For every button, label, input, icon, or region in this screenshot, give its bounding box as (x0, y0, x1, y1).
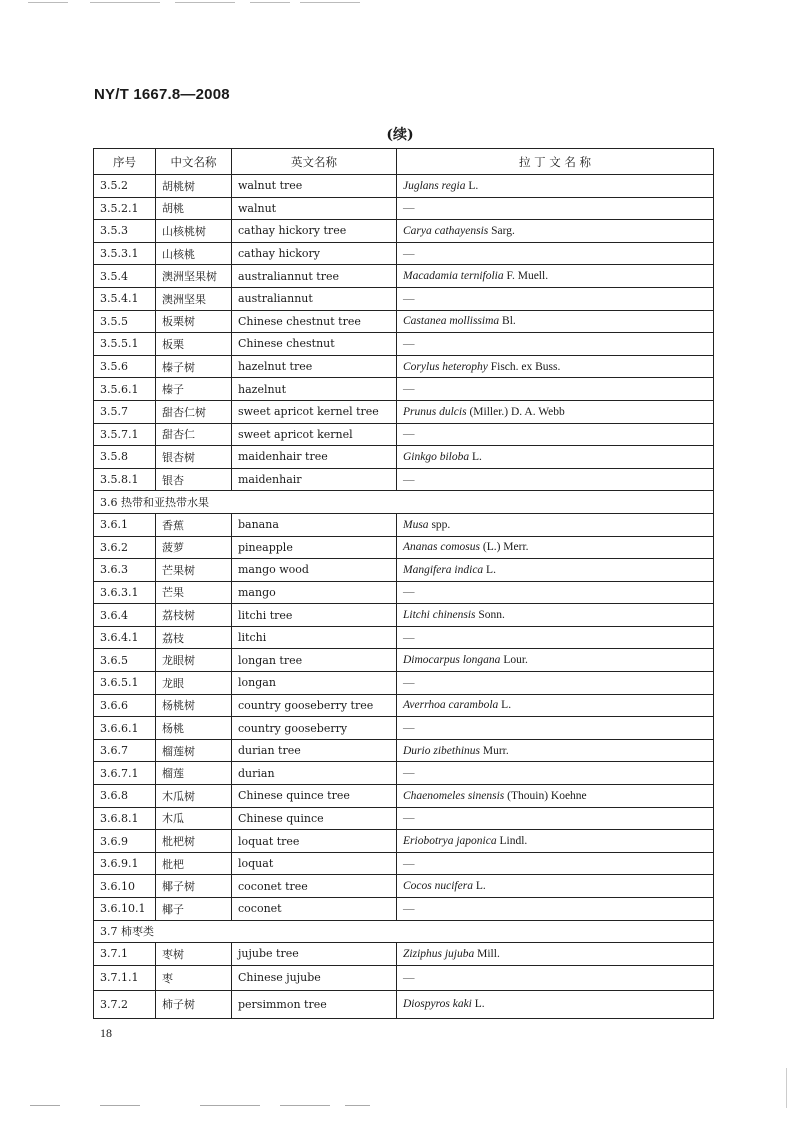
cell-english-name: hazelnut (232, 378, 397, 401)
cell-number: 3.5.2 (94, 175, 156, 198)
latin-authority: (L.) Merr. (480, 541, 529, 554)
col-header-latin-name: 拉 丁 文 名 称 (397, 149, 714, 175)
cell-latin-name (397, 581, 714, 604)
cell-number: 3.6.9.1 (94, 852, 156, 875)
cell-latin-name (397, 468, 714, 491)
latin-genus-species: Carya cathayensis (403, 224, 489, 237)
cell-latin-name (397, 672, 714, 695)
cell-chinese-name: 木瓜树 (156, 785, 232, 808)
cell-english-name: banana (232, 513, 397, 536)
cell-number: 3.6.1 (94, 513, 156, 536)
cell-number: 3.6.10.1 (94, 898, 156, 921)
cell-number: 3.6.7.1 (94, 762, 156, 785)
latin-genus-species: Durio zibethinus (403, 744, 480, 757)
latin-authority: Fisch. ex Buss. (487, 360, 561, 373)
scan-edge-line (786, 1068, 787, 1108)
latin-authority: Murr. (480, 744, 509, 757)
col-header-number: 序号 (94, 149, 156, 175)
table-row (94, 785, 714, 808)
latin-genus-species: Corylus heterophy (403, 360, 488, 373)
latin-authority: — (403, 383, 415, 396)
latin-authority: — (403, 722, 415, 735)
table-row (94, 355, 714, 378)
latin-authority: L. (471, 998, 485, 1011)
table-header-row (94, 149, 714, 175)
cell-chinese-name: 枇杷树 (156, 830, 232, 853)
cell-english-name: litchi tree (232, 604, 397, 627)
latin-genus-species: Ananas comosus (403, 541, 480, 554)
latin-genus-species: Dimocarpus longana (403, 654, 501, 667)
cell-english-name: walnut (232, 197, 397, 220)
table-row (94, 581, 714, 604)
latin-genus-species: Litchi chinensis (403, 609, 476, 622)
table-row (94, 287, 714, 310)
cell-chinese-name: 板栗树 (156, 310, 232, 333)
cell-english-name: cathay hickory tree (232, 220, 397, 243)
table-row (94, 175, 714, 198)
latin-genus-species: Musa (403, 518, 429, 531)
cell-number: 3.6.4.1 (94, 626, 156, 649)
cell-chinese-name: 甜杏仁 (156, 423, 232, 446)
cell-chinese-name: 榛子 (156, 378, 232, 401)
standard-code: NY/T 1667.8—2008 (94, 86, 230, 103)
cell-number: 3.7.2 (94, 990, 156, 1018)
cell-latin-name (397, 626, 714, 649)
cell-number: 3.5.6 (94, 355, 156, 378)
cell-latin-name (397, 965, 714, 990)
cell-latin-name (397, 378, 714, 401)
cell-chinese-name: 龙眼 (156, 672, 232, 695)
latin-genus-species: Chaenomeles sinensis (403, 789, 505, 802)
cell-number: 3.5.2.1 (94, 197, 156, 220)
cell-number: 3.6.6 (94, 694, 156, 717)
cell-latin-name (397, 649, 714, 672)
latin-authority: F. Muell. (503, 270, 549, 283)
latin-authority: (Miller.) D. A. Webb (466, 405, 565, 418)
latin-genus-species: Averrhoa carambola (403, 699, 499, 712)
latin-authority: Sarg. (488, 224, 515, 237)
cell-latin-name (397, 785, 714, 808)
cell-latin-name (397, 287, 714, 310)
cell-english-name: litchi (232, 626, 397, 649)
cell-english-name: australiannut (232, 287, 397, 310)
cell-english-name: sweet apricot kernel (232, 423, 397, 446)
cell-chinese-name: 银杏树 (156, 446, 232, 469)
latin-authority: — (403, 202, 415, 215)
cell-latin-name (397, 310, 714, 333)
table-row (94, 694, 714, 717)
table-row (94, 807, 714, 830)
cell-chinese-name: 榴莲树 (156, 739, 232, 762)
latin-authority: — (403, 676, 415, 689)
section-heading: 3.7 柿枣类 (94, 920, 714, 943)
section-heading: 3.6 热带和亚热带水果 (94, 491, 714, 514)
cell-english-name: coconet tree (232, 875, 397, 898)
table-row (94, 717, 714, 740)
table-row (94, 468, 714, 491)
cell-english-name: mango (232, 581, 397, 604)
cell-english-name: hazelnut tree (232, 355, 397, 378)
cell-latin-name (397, 943, 714, 966)
cell-chinese-name: 甜杏仁树 (156, 400, 232, 423)
cell-latin-name (397, 197, 714, 220)
cell-english-name: Chinese chestnut (232, 333, 397, 356)
cell-english-name: pineapple (232, 536, 397, 559)
cell-chinese-name: 板栗 (156, 333, 232, 356)
table-row (94, 852, 714, 875)
cell-latin-name (397, 990, 714, 1018)
latin-genus-species: Ginkgo biloba (403, 450, 470, 463)
cell-number: 3.6.4 (94, 604, 156, 627)
cell-english-name: coconet (232, 898, 397, 921)
cell-number: 3.6.9 (94, 830, 156, 853)
latin-authority: L. (498, 699, 512, 712)
cell-latin-name (397, 446, 714, 469)
latin-genus-species: Cocos nucifera (403, 880, 473, 893)
cell-latin-name (397, 694, 714, 717)
table-row (94, 265, 714, 288)
cell-chinese-name: 澳洲坚果树 (156, 265, 232, 288)
top-scan-marks (0, 0, 800, 6)
cell-chinese-name: 芒果树 (156, 559, 232, 582)
cell-number: 3.5.7.1 (94, 423, 156, 446)
cell-latin-name (397, 717, 714, 740)
table-row (94, 875, 714, 898)
latin-genus-species: Prunus dulcis (403, 405, 467, 418)
cell-number: 3.5.7 (94, 400, 156, 423)
cell-chinese-name: 菠萝 (156, 536, 232, 559)
latin-authority: — (403, 812, 415, 825)
latin-authority: — (403, 473, 415, 486)
table-row (94, 739, 714, 762)
table-row (94, 830, 714, 853)
cell-latin-name (397, 852, 714, 875)
cell-english-name: loquat (232, 852, 397, 875)
cell-english-name: Chinese chestnut tree (232, 310, 397, 333)
cell-chinese-name: 胡桃树 (156, 175, 232, 198)
cell-chinese-name: 杨桃树 (156, 694, 232, 717)
table-row (94, 446, 714, 469)
table-row (94, 672, 714, 695)
cell-english-name: jujube tree (232, 943, 397, 966)
cell-english-name: maidenhair (232, 468, 397, 491)
table-row (94, 559, 714, 582)
cell-number: 3.5.4 (94, 265, 156, 288)
cell-latin-name (397, 220, 714, 243)
cell-english-name: Chinese quince (232, 807, 397, 830)
cell-latin-name (397, 830, 714, 853)
latin-authority: — (403, 971, 415, 984)
latin-genus-species: Castanea mollissima (403, 315, 500, 328)
cell-number: 3.5.5 (94, 310, 156, 333)
table-row (94, 220, 714, 243)
cell-chinese-name: 香蕉 (156, 513, 232, 536)
cell-number: 3.6.10 (94, 875, 156, 898)
table-body (94, 175, 714, 1019)
cell-english-name: sweet apricot kernel tree (232, 400, 397, 423)
latin-authority: — (403, 337, 415, 350)
table-row (94, 400, 714, 423)
cell-latin-name (397, 355, 714, 378)
cell-english-name: maidenhair tree (232, 446, 397, 469)
cell-latin-name (397, 898, 714, 921)
table-row (94, 513, 714, 536)
table-row (94, 242, 714, 265)
cell-chinese-name: 胡桃 (156, 197, 232, 220)
cell-latin-name (397, 513, 714, 536)
latin-authority: (Thouin) Koehne (504, 789, 587, 802)
cell-latin-name (397, 265, 714, 288)
cell-number: 3.6.7 (94, 739, 156, 762)
cell-chinese-name: 山核桃 (156, 242, 232, 265)
cell-latin-name (397, 175, 714, 198)
cell-latin-name (397, 333, 714, 356)
latin-authority: L. (469, 450, 482, 463)
cell-chinese-name: 山核桃树 (156, 220, 232, 243)
section-row (94, 491, 714, 514)
cell-chinese-name: 芒果 (156, 581, 232, 604)
table-row (94, 898, 714, 921)
cell-chinese-name: 枇杷 (156, 852, 232, 875)
cell-number: 3.6.8.1 (94, 807, 156, 830)
cell-chinese-name: 榴莲 (156, 762, 232, 785)
col-header-english-name: 英文名称 (232, 149, 397, 175)
cell-number: 3.5.3.1 (94, 242, 156, 265)
cell-chinese-name: 杨桃 (156, 717, 232, 740)
table-row (94, 378, 714, 401)
table-row (94, 626, 714, 649)
cell-english-name: longan (232, 672, 397, 695)
table-row (94, 762, 714, 785)
latin-authority: — (403, 767, 415, 780)
cell-chinese-name: 龙眼树 (156, 649, 232, 672)
cell-number: 3.5.3 (94, 220, 156, 243)
cell-chinese-name: 银杏 (156, 468, 232, 491)
latin-genus-species: Eriobotrya japonica (403, 835, 497, 848)
cell-latin-name (397, 807, 714, 830)
latin-authority: — (403, 902, 415, 915)
continued-label: (续) (386, 127, 414, 143)
cell-chinese-name: 柿子树 (156, 990, 232, 1018)
cell-number: 3.5.8 (94, 446, 156, 469)
latin-authority: Lindl. (496, 835, 528, 848)
table-row (94, 965, 714, 990)
cell-number: 3.7.1 (94, 943, 156, 966)
cell-latin-name (397, 242, 714, 265)
latin-authority: — (403, 586, 415, 599)
latin-genus-species: Macadamia ternifolia (403, 270, 504, 283)
latin-authority: Sonn. (475, 609, 505, 622)
cell-number: 3.5.6.1 (94, 378, 156, 401)
cell-chinese-name: 澳洲坚果 (156, 287, 232, 310)
latin-authority: Bl. (499, 315, 516, 328)
cell-latin-name (397, 559, 714, 582)
cell-chinese-name: 椰子树 (156, 875, 232, 898)
page-number: 18 (100, 1026, 112, 1040)
cell-english-name: persimmon tree (232, 990, 397, 1018)
table-row (94, 197, 714, 220)
cell-number: 3.5.5.1 (94, 333, 156, 356)
col-header-chinese-name: 中文名称 (156, 149, 232, 175)
table-row (94, 649, 714, 672)
latin-authority: — (403, 247, 415, 260)
cell-chinese-name: 枣 (156, 965, 232, 990)
cell-english-name: longan tree (232, 649, 397, 672)
cell-number: 3.6.5.1 (94, 672, 156, 695)
cell-number: 3.6.3 (94, 559, 156, 582)
cell-number: 3.6.3.1 (94, 581, 156, 604)
cell-english-name: loquat tree (232, 830, 397, 853)
cell-english-name: cathay hickory (232, 242, 397, 265)
cell-number: 3.6.8 (94, 785, 156, 808)
cell-latin-name (397, 762, 714, 785)
cell-number: 3.5.8.1 (94, 468, 156, 491)
cell-english-name: Chinese jujube (232, 965, 397, 990)
cell-english-name: walnut tree (232, 175, 397, 198)
cell-latin-name (397, 400, 714, 423)
cell-english-name: mango wood (232, 559, 397, 582)
cell-chinese-name: 木瓜 (156, 807, 232, 830)
cell-latin-name (397, 739, 714, 762)
cell-chinese-name: 椰子 (156, 898, 232, 921)
cell-latin-name (397, 875, 714, 898)
table-row (94, 536, 714, 559)
bottom-scan-marks (0, 1105, 800, 1111)
latin-genus-species: Diospyros kaki (403, 998, 472, 1011)
cell-chinese-name: 枣树 (156, 943, 232, 966)
table-row (94, 423, 714, 446)
table-row (94, 604, 714, 627)
cell-chinese-name: 荔枝树 (156, 604, 232, 627)
latin-authority: — (403, 857, 415, 870)
latin-authority: — (403, 631, 415, 644)
latin-authority: Mill. (474, 947, 500, 960)
cell-english-name: durian (232, 762, 397, 785)
cell-number: 3.6.6.1 (94, 717, 156, 740)
cell-english-name: country gooseberry tree (232, 694, 397, 717)
latin-genus-species: Mangifera indica (403, 563, 484, 576)
cell-number: 3.6.5 (94, 649, 156, 672)
cell-english-name: country gooseberry (232, 717, 397, 740)
table-row (94, 310, 714, 333)
cell-number: 3.7.1.1 (94, 965, 156, 990)
section-row (94, 920, 714, 943)
cell-latin-name (397, 536, 714, 559)
cell-english-name: Chinese quince tree (232, 785, 397, 808)
latin-authority: spp. (428, 518, 451, 531)
cell-latin-name (397, 423, 714, 446)
table-row (94, 990, 714, 1018)
cell-english-name: australiannut tree (232, 265, 397, 288)
terms-table (93, 148, 714, 1019)
cell-chinese-name: 荔枝 (156, 626, 232, 649)
latin-genus-species: Juglans regia (403, 179, 466, 192)
latin-authority: L. (465, 179, 479, 192)
latin-authority: — (403, 428, 415, 441)
latin-authority: Lour. (500, 654, 528, 667)
cell-latin-name (397, 604, 714, 627)
latin-authority: L. (472, 880, 486, 893)
cell-number: 3.5.4.1 (94, 287, 156, 310)
table-row (94, 943, 714, 966)
latin-genus-species: Ziziphus jujuba (403, 947, 475, 960)
table-row (94, 333, 714, 356)
latin-authority: — (403, 292, 415, 305)
cell-english-name: durian tree (232, 739, 397, 762)
cell-chinese-name: 榛子树 (156, 355, 232, 378)
cell-number: 3.6.2 (94, 536, 156, 559)
latin-authority: L. (483, 563, 496, 576)
